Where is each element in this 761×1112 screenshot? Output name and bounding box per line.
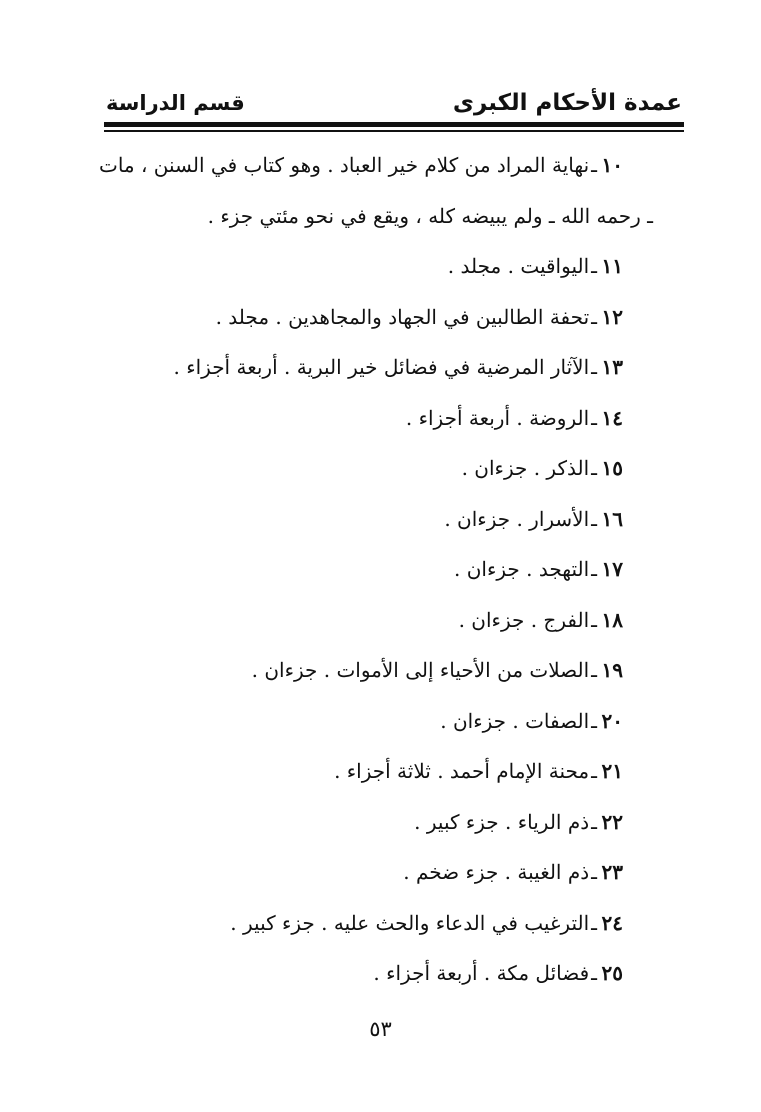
entry-number: ٢٠	[601, 708, 623, 733]
entry-number: ١١	[601, 254, 623, 278]
entry-text: الصلات من الأحياء إلى الأموات . جزءان .	[251, 658, 590, 682]
list-item: ١٧ـالتهجد . جزءان .	[103, 544, 623, 595]
entry-number: ١٥	[601, 456, 623, 480]
list-item: ١٨ـالفرج . جزءان .	[103, 595, 623, 646]
entry-number: ٢٣	[601, 860, 623, 884]
list-item: ١١ـاليواقيت . مجلد .	[103, 241, 623, 292]
list-item: ١٠ـنهاية المراد من كلام خير العباد . وهو كتاب في السنن ، مات	[103, 140, 623, 191]
entry-number: ١٨	[601, 607, 623, 632]
page-number: ٥٣	[369, 1017, 392, 1041]
entry-text: ذم الغيبة . جزء ضخم .	[403, 860, 590, 884]
list-item: ١٥ـالذكر . جزءان .	[103, 443, 623, 494]
entry-text: الترغيب في الدعاء والحث عليه . جزء كبير .	[230, 910, 590, 935]
entry-text: الآثار المرضية في فضائل خير البرية . أربعة أجزاء .	[173, 355, 590, 379]
entry-number: ٢٤	[601, 910, 623, 935]
entry-number: ١٦	[601, 506, 623, 531]
entry-text: فضائل مكة . أربعة أجزاء .	[373, 961, 590, 985]
list-item: ١٤ـالروضة . أربعة أجزاء .	[103, 393, 623, 444]
list-item: ١٣ـالآثار المرضية في فضائل خير البرية . أربعة أجزاء .	[103, 342, 623, 393]
list-item: ١٩ـالصلات من الأحياء إلى الأموات . جزءان .	[103, 645, 623, 696]
entry-text: اليواقيت . مجلد .	[447, 254, 590, 278]
entry-text: تحفة الطالبين في الجهاد والمجاهدين . مجلد .	[215, 304, 590, 329]
entries-list	[98, 140, 653, 999]
list-item: ٢١ـمحنة الإمام أحمد . ثلاثة أجزاء .	[103, 746, 623, 797]
entry-text: ذم الرياء . جزء كبير .	[414, 809, 590, 834]
entry-number: ١٤	[601, 405, 623, 430]
list-item: ٢٢ـذم الرياء . جزء كبير .	[103, 797, 623, 848]
list-item: ٢٤ـالترغيب في الدعاء والحث عليه . جزء كبير .	[103, 898, 623, 949]
entry-number: ٢٥	[601, 961, 623, 985]
list-item: ٢٠ـالصفات . جزءان .	[103, 696, 623, 747]
header-rule-thick	[104, 122, 684, 127]
entry-number: ١٠	[601, 153, 623, 177]
entry-text: نهاية المراد من كلام خير العباد . وهو كتاب في السنن ، مات	[98, 153, 590, 177]
header-rule-thin	[104, 130, 684, 132]
entry-number: ٢١	[601, 759, 623, 783]
entry-text: ـ رحمه الله ـ ولم يبيضه كله ، ويقع في نحو مئتي جزء .	[207, 203, 653, 228]
list-item-continuation	[103, 191, 653, 242]
entry-number: ١٣	[601, 355, 623, 379]
list-item: ١٦ـالأسرار . جزءان .	[103, 494, 623, 545]
entry-text: الفرج . جزءان .	[458, 607, 590, 632]
entry-text: محنة الإمام أحمد . ثلاثة أجزاء .	[334, 759, 590, 783]
entry-number: ١٢	[601, 304, 623, 329]
entry-text: التهجد . جزءان .	[453, 557, 590, 581]
entry-number: ١٩	[601, 658, 623, 682]
entry-text: الروضة . أربعة أجزاء .	[405, 405, 590, 430]
entry-text: الصفات . جزءان .	[440, 708, 590, 733]
running-header	[100, 88, 682, 118]
book-title: عمدة الأحكام الكبرى	[452, 90, 682, 116]
list-item: ١٢ـتحفة الطالبين في الجهاد والمجاهدين . مجلد .	[103, 292, 623, 343]
list-item: ٢٣ـذم الغيبة . جزء ضخم .	[103, 847, 623, 898]
list-item: ٢٥ـفضائل مكة . أربعة أجزاء .	[103, 948, 623, 999]
section-title: قسم الدراسة	[106, 91, 245, 115]
entry-text: الذكر . جزءان .	[461, 456, 590, 480]
entry-number: ٢٢	[601, 809, 623, 834]
entry-text: الأسرار . جزءان .	[444, 506, 590, 531]
entry-number: ١٧	[601, 557, 623, 581]
